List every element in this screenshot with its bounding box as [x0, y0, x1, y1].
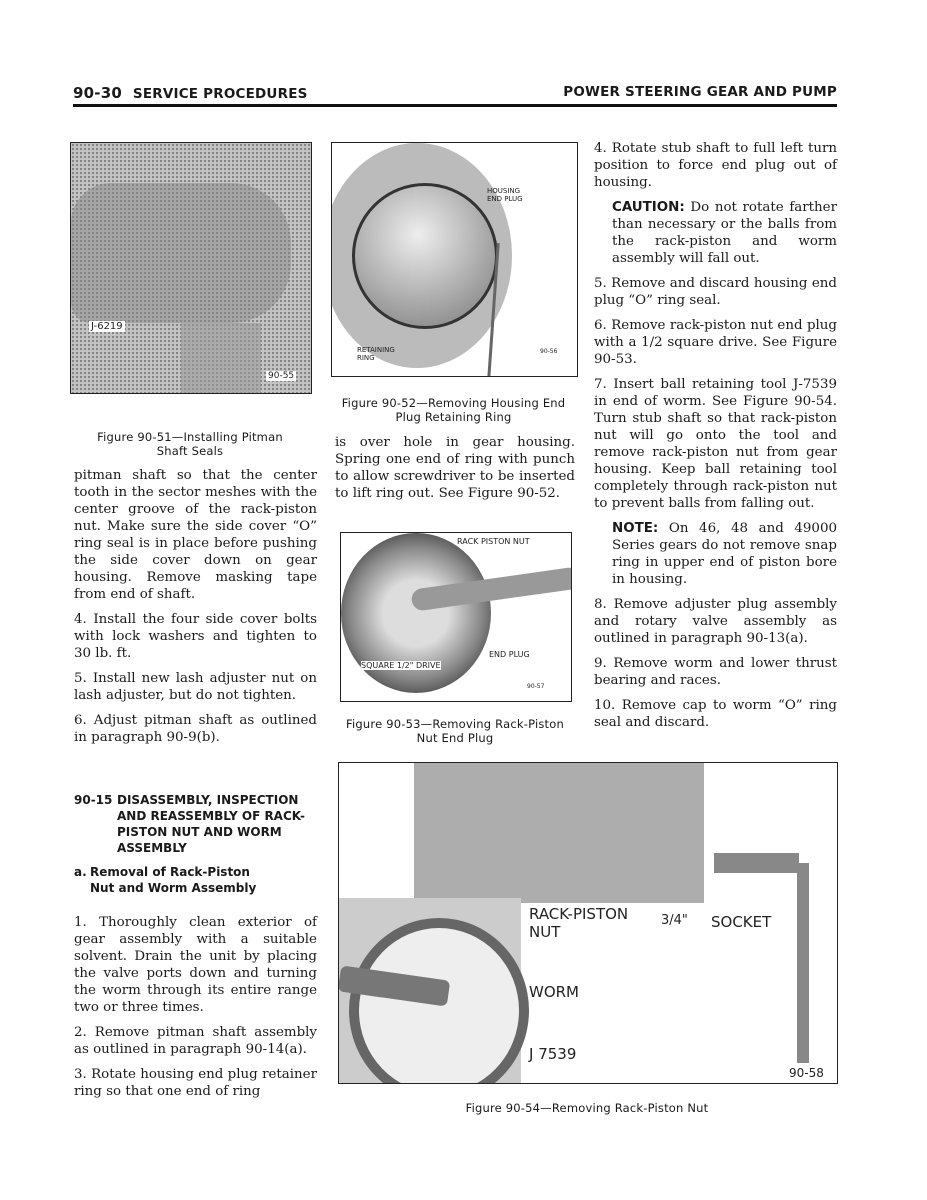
figure-90-52-caption: Figure 90-52—Removing Housing End Plug Retaining Ring: [341, 396, 566, 424]
label-j7539: J 7539: [529, 1045, 577, 1063]
figure-90-51-image: [70, 142, 312, 394]
label-j6219: J-6219: [91, 321, 123, 332]
socket-wrench: [714, 853, 799, 873]
section-heading: 90-15 DISASSEMBLY, INSPECTION AND REASSEMBLY OF RACK-PISTON NUT AND WORM ASSEMBLY: [74, 793, 306, 855]
figure-id: 90-55: [268, 371, 295, 381]
step-5: 5. Install new lash adjuster nut on lash adjuster, but do not tighten.: [74, 671, 317, 703]
step-5: 5. Remove and discard housing end plug “O” ring seal.: [594, 276, 837, 308]
section-title: SERVICE PROCEDURES: [132, 86, 308, 102]
inset-photo: [339, 898, 521, 1083]
paragraph: is over hole in gear housing. Spring one end of ring with punch to allow screwdriver to be inserted to lift ring out. See Figure 90-52.: [335, 435, 575, 501]
step-1: 1. Thoroughly clean exterior of gear assembly with a suitable solvent. Drain the unit by placing the valve ports down and turning the worm through its entire range two or three times.: [74, 915, 317, 1015]
paragraph: pitman shaft so that the center tooth in the sector meshes with the center groove of the rack-piston nut. Make sure the side cover “O” ring seal is in place before pushing the side cover down on gear housing. Remove masking tape from end of shaft.: [74, 468, 317, 602]
step-4: 4. Rotate stub shaft to full left turn position to force end plug out of housing.: [594, 141, 837, 190]
step-2: 2. Remove pitman shaft assembly as outlined in paragraph 90-14(a).: [74, 1025, 317, 1057]
page-number: 90-30: [73, 84, 122, 102]
label-end-plug: END PLUG: [489, 650, 530, 659]
chapter-title: POWER STEERING GEAR AND PUMP: [563, 84, 837, 100]
figure-90-51-caption: Figure 90-51—Installing Pitman Shaft Seals: [97, 430, 283, 458]
step-3: 3. Rotate housing end plug retainer ring so that one end of ring: [74, 1067, 317, 1099]
gear-housing: [414, 763, 704, 903]
step-8: 8. Remove adjuster plug assembly and rotary valve assembly as outlined in paragraph 90-13(a).: [594, 597, 837, 646]
page-header: [73, 82, 837, 107]
label-housing: HOUSING: [487, 187, 521, 195]
note: NOTE: On 46, 48 and 49000 Series gears do not remove snap ring in upper end of piston bore in housing.: [612, 521, 837, 587]
caution: CAUTION: Do not rotate farther than necessary or the balls from the rack-piston and worm assembly will fall out.: [612, 200, 837, 266]
column-3: [594, 140, 837, 739]
figure-id: 90-56: [540, 348, 558, 355]
label-socket: SOCKET: [711, 913, 772, 931]
label-ring: RING: [357, 354, 375, 362]
figure-90-52-image: [331, 142, 578, 377]
subsection-heading: a. Removal of Rack-Piston Nut and Worm Assembly: [74, 865, 257, 895]
column-1-steps: [74, 914, 317, 1108]
figure-90-54-image: [338, 762, 838, 1084]
step-10: 10. Remove cap to worm “O” ring seal and discard.: [594, 698, 837, 730]
tool-shaft: [181, 323, 261, 393]
label-retaining: RETAINING: [357, 346, 395, 354]
step-6: 6. Adjust pitman shaft as outlined in paragraph 90-9(b).: [74, 713, 317, 745]
step-6: 6. Remove rack-piston nut end plug with a 1/2 square drive. See Figure 90-53.: [594, 318, 837, 367]
column-2: [335, 434, 575, 510]
step-4: 4. Install the four side cover bolts with lock washers and tighten to 30 lb. ft.: [74, 612, 317, 661]
label-rack-piston: RACK-PISTON: [529, 905, 629, 923]
label-nut: NUT: [529, 923, 561, 941]
step-9: 9. Remove worm and lower thrust bearing and races.: [594, 656, 837, 688]
hand-shape: [71, 183, 291, 323]
step-7: 7. Insert ball retaining tool J-7539 in end of worm. See Figure 90-54. Turn stub shaft so that rack-piston nut will go onto the tool and remove rack-piston nut from gear housing. Keep ball retaining tool completely through rack-piston nut to prevent balls from falling out.: [594, 377, 837, 511]
figure-90-53-image: [340, 532, 572, 702]
label-square-drive: SQUARE 1/2" DRIVE: [361, 661, 441, 670]
label-worm: WORM: [529, 983, 580, 1001]
figure-90-53-caption: Figure 90-53—Removing Rack-Piston Nut End Plug: [346, 717, 564, 745]
figure-90-54-caption: Figure 90-54—Removing Rack-Piston Nut: [465, 1101, 709, 1115]
figure-id: 90-58: [789, 1066, 824, 1080]
end-plug-circle: [352, 183, 498, 329]
label-rack-piston-nut: RACK PISTON NUT: [457, 537, 530, 546]
figure-id: 90-57: [527, 683, 545, 690]
label-three-quarter: 3/4": [661, 913, 688, 928]
column-1: [74, 467, 317, 754]
label-end-plug: END PLUG: [487, 195, 523, 203]
